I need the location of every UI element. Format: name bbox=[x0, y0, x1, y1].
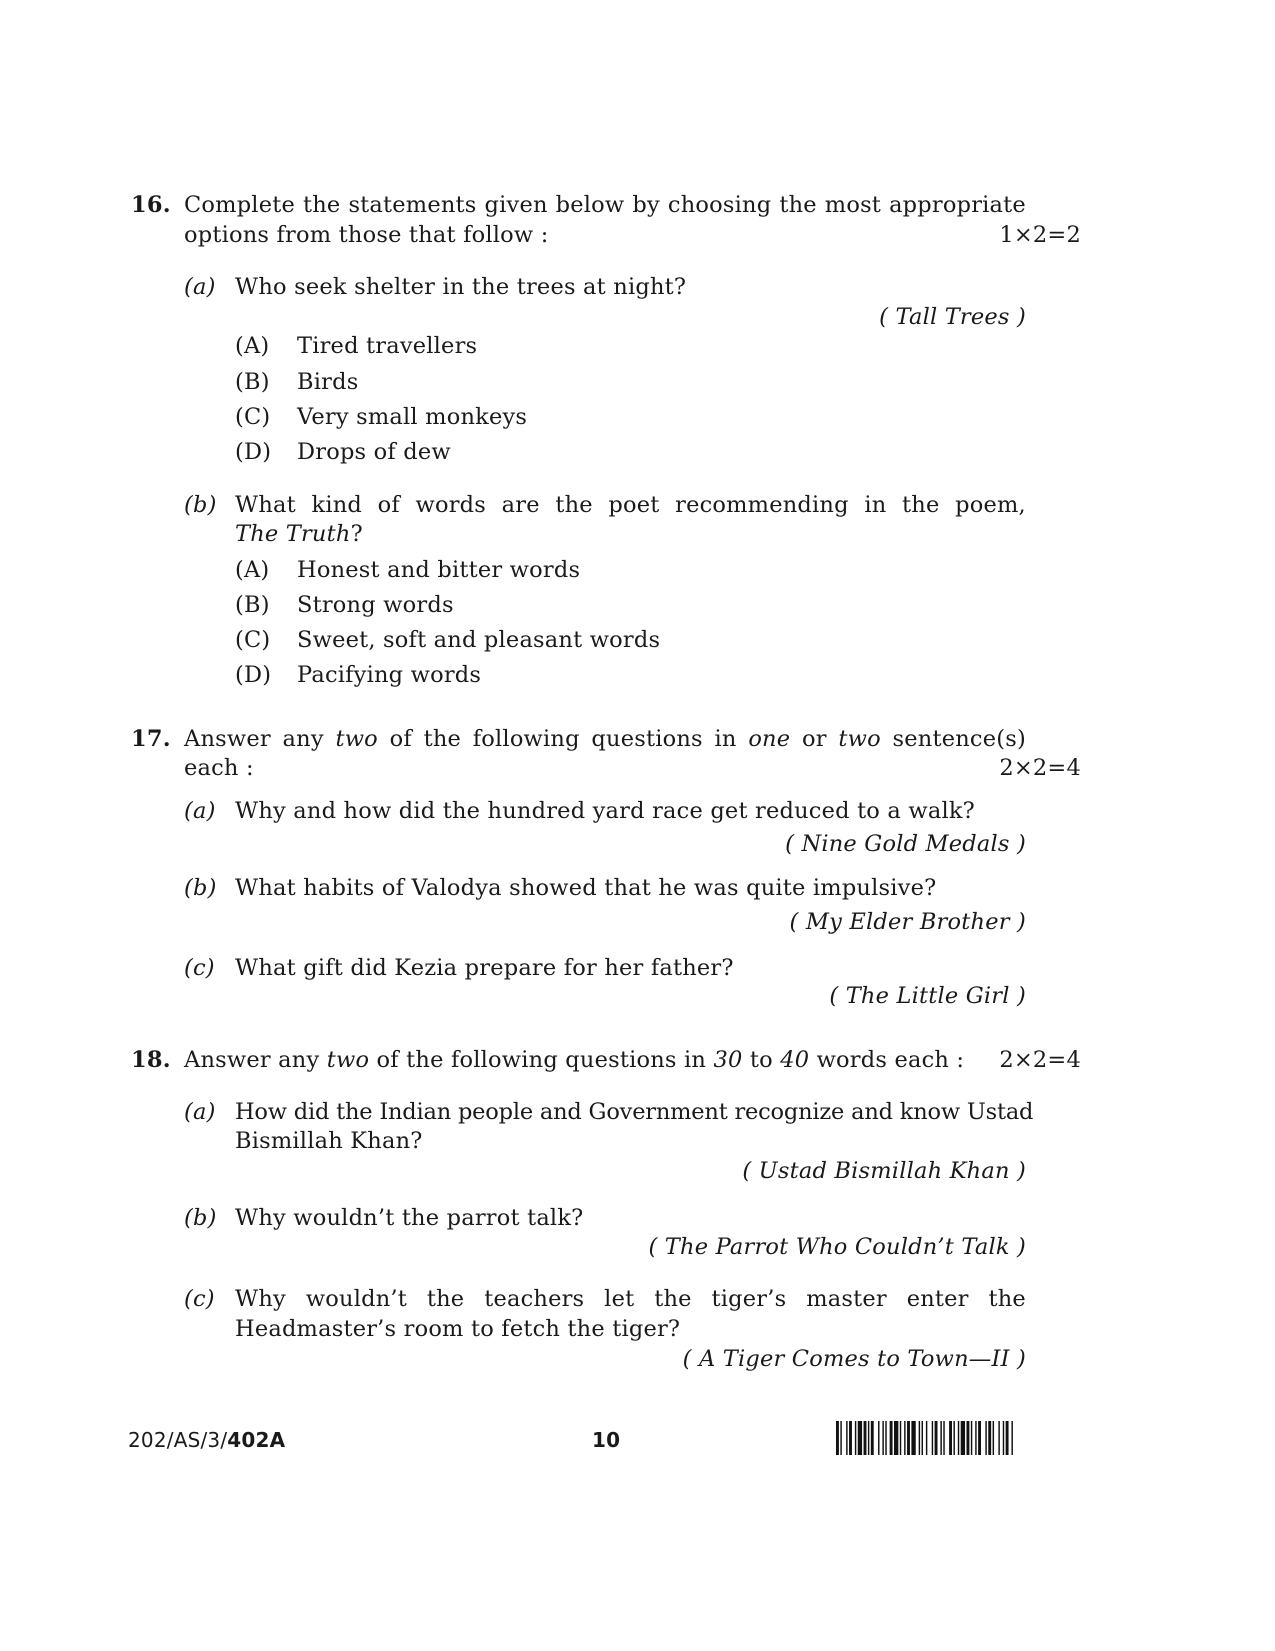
word: in bbox=[714, 726, 737, 752]
barcode bbox=[836, 1421, 1083, 1455]
q18a-label: (a) bbox=[184, 1099, 216, 1125]
barcode-bar bbox=[935, 1421, 938, 1455]
q16b-option-text: Honest and bitter words bbox=[297, 557, 581, 583]
word: the bbox=[426, 1286, 465, 1312]
barcode-bar bbox=[967, 1421, 970, 1455]
word: tiger’s bbox=[711, 1286, 787, 1312]
word: the bbox=[779, 192, 817, 218]
q16b-option-text: Sweet, soft and pleasant words bbox=[297, 627, 661, 653]
q17a-source: ( Nine Gold Medals ) bbox=[785, 831, 1026, 857]
q18c-question-line1 bbox=[235, 1286, 1026, 1312]
q16a-option-text: Tired travellers bbox=[297, 333, 478, 359]
question-number-18: 18. bbox=[131, 1047, 171, 1073]
q16a-option-letter: (B) bbox=[235, 369, 270, 395]
word: two bbox=[335, 726, 378, 752]
word: one bbox=[748, 726, 791, 752]
barcode-bar bbox=[858, 1421, 862, 1455]
q16a-option-text: Drops of dew bbox=[297, 439, 451, 465]
barcode-bar bbox=[1006, 1421, 1009, 1455]
barcode-bar bbox=[1003, 1421, 1004, 1455]
word: Answer bbox=[184, 726, 271, 752]
word: below bbox=[555, 192, 625, 218]
q18c-question-line2: Headmaster’s room to fetch the tiger? bbox=[235, 1316, 681, 1342]
word: following bbox=[472, 726, 580, 752]
word: the bbox=[902, 492, 940, 518]
q18c-source: ( A Tiger Comes to Town—II ) bbox=[682, 1346, 1026, 1372]
q17c-source: ( The Little Girl ) bbox=[829, 983, 1026, 1009]
q18a-question-line2: Bismillah Khan? bbox=[235, 1128, 423, 1154]
q17a-question: Why and how did the hundred yard race get reduced to a walk? bbox=[235, 798, 975, 824]
barcode-bar bbox=[993, 1421, 994, 1455]
word: appropriate bbox=[889, 192, 1026, 218]
q16b-option-letter: (D) bbox=[235, 662, 272, 688]
q16a-label: (a) bbox=[184, 274, 216, 300]
barcode-bar bbox=[919, 1421, 920, 1455]
word: of bbox=[389, 726, 412, 752]
q16a-question: Who seek shelter in the trees at night? bbox=[235, 274, 687, 300]
word: teachers bbox=[484, 1286, 585, 1312]
q17b-question: What habits of Valodya showed that he was quite impulsive? bbox=[235, 875, 937, 901]
word: master bbox=[806, 1286, 887, 1312]
q16-marks: 1×2=2 bbox=[999, 222, 1081, 248]
q16a-option-letter: (C) bbox=[235, 404, 271, 430]
barcode-bar bbox=[890, 1421, 893, 1455]
word: given bbox=[484, 192, 548, 218]
word: statements bbox=[348, 192, 477, 218]
barcode-bar bbox=[958, 1421, 959, 1455]
q18c-label: (c) bbox=[184, 1286, 215, 1312]
barcode-bar bbox=[855, 1421, 856, 1455]
barcode-bar bbox=[849, 1421, 852, 1455]
word: or bbox=[801, 726, 827, 752]
barcode-bar bbox=[961, 1421, 965, 1455]
word: Why bbox=[235, 1286, 286, 1312]
word: sentence(s) bbox=[892, 726, 1026, 752]
q18-marks: 2×2=4 bbox=[999, 1047, 1081, 1073]
q17-marks: 2×2=4 bbox=[999, 755, 1081, 781]
barcode-bar bbox=[985, 1421, 986, 1455]
q16a-source: ( Tall Trees ) bbox=[879, 304, 1026, 330]
q16a-option-letter: (A) bbox=[235, 333, 270, 359]
word: the bbox=[423, 726, 462, 752]
barcode-bar bbox=[988, 1421, 991, 1455]
barcode-bar bbox=[904, 1421, 905, 1455]
barcode-bar bbox=[998, 1421, 999, 1455]
barcode-bar bbox=[840, 1421, 841, 1455]
q16b-option-letter: (B) bbox=[235, 592, 270, 618]
q17-stem-line2: each : bbox=[184, 755, 254, 781]
q17b-label: (b) bbox=[184, 875, 217, 901]
word: are bbox=[501, 492, 540, 518]
word: by bbox=[632, 192, 660, 218]
barcode-bar bbox=[940, 1421, 941, 1455]
barcode-bar bbox=[911, 1421, 915, 1455]
q16a-option-text: Birds bbox=[297, 369, 359, 395]
word: poem, bbox=[955, 492, 1026, 518]
q16a-option-letter: (D) bbox=[235, 439, 272, 465]
q18b-label: (b) bbox=[184, 1205, 217, 1231]
barcode-bar bbox=[878, 1421, 879, 1455]
q18b-question: Why wouldn’t the parrot talk? bbox=[235, 1205, 584, 1231]
question-number-16: 16. bbox=[131, 192, 171, 218]
q17c-label: (c) bbox=[184, 955, 215, 981]
word: kind bbox=[311, 492, 363, 518]
q16b-option-letter: (C) bbox=[235, 627, 271, 653]
q18a-question-line1: How did the Indian people and Government recognize and know Ustad bbox=[235, 1099, 1034, 1125]
word: Complete bbox=[184, 192, 295, 218]
barcode-bar bbox=[871, 1421, 874, 1455]
q16-stem-line2: options from those that follow : bbox=[184, 222, 549, 248]
word: in bbox=[864, 492, 887, 518]
q16b-option-text: Strong words bbox=[297, 592, 454, 618]
q16-stem-line1 bbox=[184, 192, 1026, 218]
word: poet bbox=[608, 492, 660, 518]
word: two bbox=[838, 726, 881, 752]
word: the bbox=[654, 1286, 692, 1312]
q16b-question-line1 bbox=[235, 492, 1026, 518]
q18a-source: ( Ustad Bismillah Khan ) bbox=[742, 1158, 1026, 1184]
barcode-bar bbox=[926, 1421, 927, 1455]
q18-stem: Answer any two of the following questions in 30 to 40 words each : bbox=[184, 1047, 965, 1073]
word: of bbox=[377, 492, 400, 518]
q17c-question: What gift did Kezia prepare for her father? bbox=[235, 955, 734, 981]
barcode-bar bbox=[949, 1421, 952, 1455]
barcode-bar bbox=[882, 1421, 883, 1455]
word: recommending bbox=[675, 492, 849, 518]
barcode-bar bbox=[900, 1421, 901, 1455]
q16b-label: (b) bbox=[184, 492, 217, 518]
word: any bbox=[282, 726, 324, 752]
q17-stem-line1 bbox=[184, 726, 1026, 752]
barcode-bar bbox=[953, 1421, 954, 1455]
q17b-source: ( My Elder Brother ) bbox=[789, 909, 1026, 935]
q18b-source: ( The Parrot Who Couldn’t Talk ) bbox=[648, 1234, 1026, 1260]
q16b-option-letter: (A) bbox=[235, 557, 270, 583]
barcode-bar bbox=[894, 1421, 898, 1455]
barcode-bar bbox=[846, 1421, 847, 1455]
word: let bbox=[604, 1286, 635, 1312]
word: What bbox=[235, 492, 296, 518]
word: most bbox=[824, 192, 882, 218]
word: the bbox=[302, 192, 341, 218]
q16a-option-text: Very small monkeys bbox=[297, 404, 528, 430]
barcode-bar bbox=[1011, 1421, 1012, 1455]
barcode-bar bbox=[975, 1421, 976, 1455]
question-mark: ? bbox=[350, 521, 363, 547]
question-number-17: 17. bbox=[131, 726, 171, 752]
barcode-bar bbox=[907, 1421, 910, 1455]
barcode-bar bbox=[978, 1421, 981, 1455]
paper-code: 202/AS/3/402A bbox=[128, 1428, 286, 1452]
barcode-bar bbox=[836, 1421, 839, 1455]
word: questions bbox=[591, 726, 703, 752]
word: choosing bbox=[667, 192, 772, 218]
page-number: 10 bbox=[592, 1428, 621, 1452]
word: enter bbox=[906, 1286, 969, 1312]
word: words bbox=[415, 492, 487, 518]
barcode-bar bbox=[922, 1421, 923, 1455]
word: the bbox=[988, 1286, 1026, 1312]
barcode-bar bbox=[864, 1421, 867, 1455]
q16b-question-line2 bbox=[235, 521, 363, 547]
barcode-bar bbox=[932, 1421, 933, 1455]
barcode-bar bbox=[943, 1421, 944, 1455]
barcode-bar bbox=[971, 1421, 972, 1455]
q17a-label: (a) bbox=[184, 798, 216, 824]
poem-title: The Truth bbox=[235, 521, 351, 547]
barcode-bar bbox=[885, 1421, 886, 1455]
word: wouldn’t bbox=[305, 1286, 407, 1312]
barcode-bar bbox=[868, 1421, 869, 1455]
q16b-option-text: Pacifying words bbox=[297, 662, 482, 688]
word: the bbox=[555, 492, 593, 518]
